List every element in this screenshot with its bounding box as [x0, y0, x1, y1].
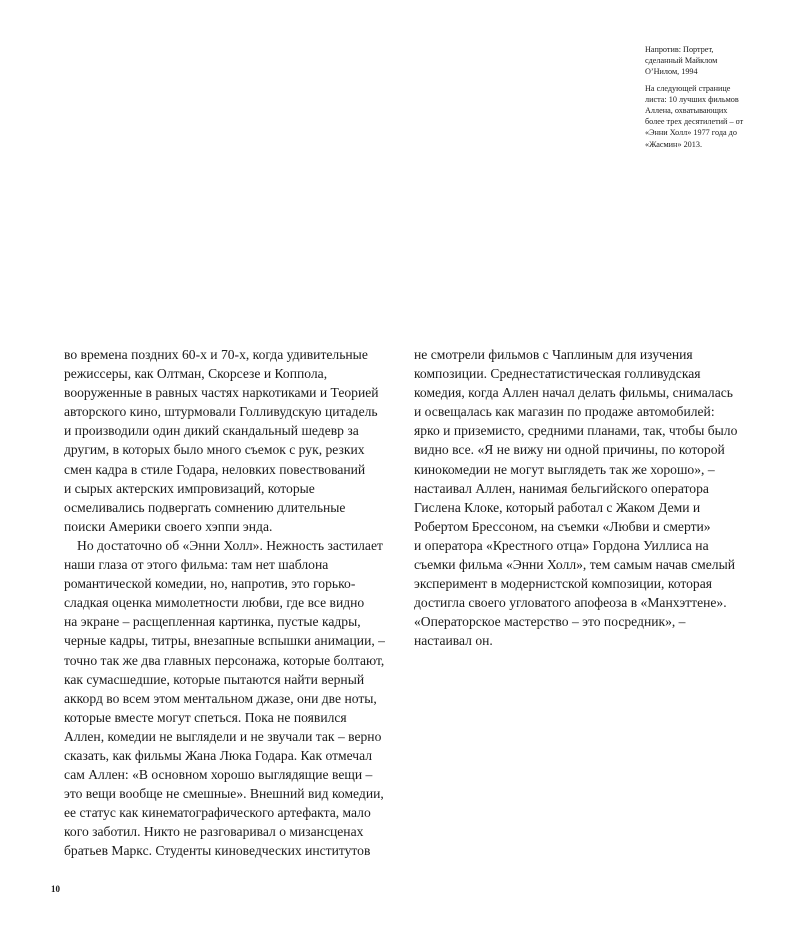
- text-line: кого заботил. Никто не разговаривал о мизансценах: [64, 824, 364, 840]
- text-line: не смотрели фильмов с Чаплиным для изучения: [414, 347, 693, 362]
- text-line: съемки фильма «Энни Холл», тем самым начав смелый: [414, 557, 735, 573]
- text-line: романтической комедии, но, напротив, это горько-: [64, 576, 356, 592]
- text-line: и сырых актерских импровизаций, которые: [64, 480, 315, 496]
- right-text-column: [414, 345, 774, 651]
- text-line: поиски Америки своего хэппи энда.: [64, 518, 273, 534]
- left-text-column: [64, 345, 424, 861]
- caption-line: более трех десятилетий – от: [645, 117, 744, 127]
- caption-portrait: [645, 44, 790, 78]
- text-line: это вещи вообще не смешные». Внешний вид комедии,: [64, 786, 384, 802]
- text-line: точно так же два главных персонажа, которые болтают,: [64, 652, 385, 668]
- text-line: осмеливались подвергать сомнению длительные: [64, 499, 346, 515]
- text-line: эксперимент в модернистской композиции, которая: [414, 576, 713, 592]
- text-line: настаивал Аллен, нанимая бельгийского оператора: [414, 480, 709, 496]
- text-line: вооруженные в равных частях наркотиками и Теорией: [64, 385, 379, 401]
- text-line: комедия, когда Аллен начал делать фильмы, снималась: [414, 385, 733, 401]
- text-line: аккорд во всем этом ментальном джазе, они две ноты,: [64, 690, 377, 706]
- text-line: ярко и приземисто, средними планами, так, чтобы было: [414, 423, 738, 439]
- caption-line: листа: 10 лучших фильмов: [645, 94, 739, 104]
- text-line: достигла своего угловатого апофеоза в «Манхэттене».: [414, 595, 727, 611]
- caption-line: сделанный Майклом: [645, 56, 718, 66]
- paragraph-start-line: Но достаточно об «Энни Холл». Нежность застилает: [77, 537, 383, 553]
- text-line: на экране – расщепленная картинка, пустые кадры,: [64, 614, 361, 630]
- text-line: смен кадра в стиле Годара, неловких повествований: [64, 461, 366, 477]
- text-line: кинокомедии не могут выглядеть так же хорошо», –: [414, 461, 715, 477]
- text-line: сказать, как фильмы Жана Люка Годара. Как отмечал: [64, 747, 373, 763]
- text-line: другим, в которых было много съемок с рук, резких: [64, 442, 365, 458]
- text-line: авторского кино, штурмовали Голливудскую цитадель: [64, 404, 378, 420]
- text-line: и освещалась как магазин по продаже автомобилей:: [414, 404, 715, 420]
- text-line: Робертом Брессоном, на съемки «Любви и смерти»: [414, 518, 711, 534]
- text-line: режиссеры, как Олтман, Скорсезе и Коппола,: [64, 366, 328, 382]
- text-line: наши глаза от этого фильма: там нет шаблона: [64, 557, 329, 573]
- text-line: сам Аллен: «В основном хорошо выглядящие вещи –: [64, 767, 373, 783]
- caption-line: На следующей странице: [645, 83, 731, 93]
- text-line: Гислена Клоке, который работал с Жаком Деми и: [414, 499, 701, 515]
- caption-next-page: [645, 83, 790, 150]
- caption-line: «Энни Холл» 1977 года до: [645, 128, 737, 138]
- text-line: братьев Маркс. Студенты киноведческих институтов: [64, 843, 371, 859]
- text-line: настаивал он.: [414, 633, 493, 649]
- caption-line: О’Нилом, 1994: [645, 67, 698, 77]
- text-line: ее статус как кинематографического артефакта, мало: [64, 805, 371, 821]
- text-line: Аллен, комедии не выглядели и не звучали так – верно: [64, 728, 382, 744]
- text-line: во времена поздних 60-х и 70-х, когда удивительные: [64, 347, 368, 362]
- text-line: как сумасшедшие, которые пытаются найти верный: [64, 671, 365, 687]
- text-line: композиции. Среднестатистическая голливудская: [414, 366, 701, 382]
- caption-line: Напротив: Портрет,: [645, 45, 714, 54]
- text-line: видно все. «Я не вижу ни одной причины, по которой: [414, 442, 725, 458]
- text-line: и производили один дикий скандальный шедевр за: [64, 423, 359, 439]
- caption-line: «Жасмин» 2013.: [645, 139, 703, 149]
- text-line: которые вместе могут спеться. Пока не появился: [64, 709, 347, 725]
- caption-line: Аллена, охватывающих: [645, 106, 728, 116]
- text-line: черные кадры, титры, внезапные вспышки анимации, –: [64, 633, 385, 649]
- text-line: и оператора «Крестного отца» Гордона Уиллиса на: [414, 537, 709, 553]
- text-line: «Операторское мастерство – это посредник», –: [414, 614, 686, 630]
- page-number: 10: [51, 884, 60, 894]
- text-line: сладкая оценка мимолетности любви, где все видно: [64, 595, 365, 611]
- photo-caption: [645, 44, 790, 150]
